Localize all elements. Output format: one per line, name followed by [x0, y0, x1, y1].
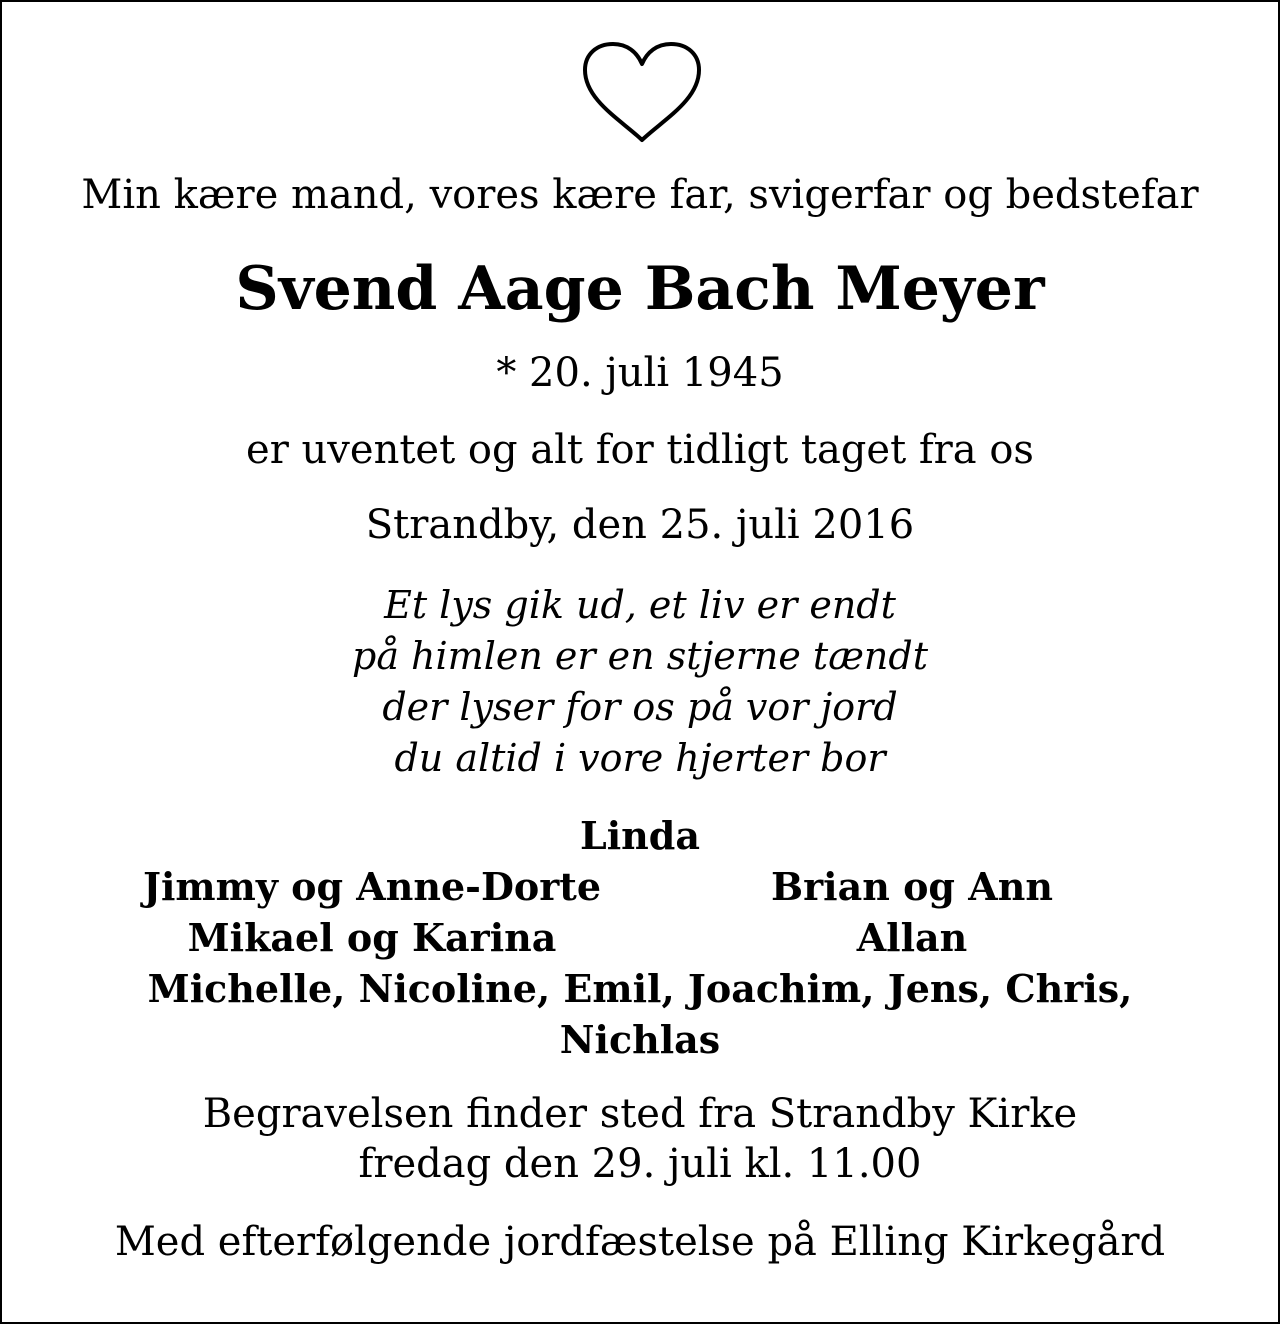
family-row: [2, 861, 1278, 912]
verse-line: der lyser for os på vor jord: [382, 685, 898, 729]
birth-date: * 20. juli 1945: [496, 350, 784, 396]
grandchildren-names: Nichlas: [559, 1017, 721, 1062]
child-family: Brian og Ann: [771, 864, 1053, 909]
memorial-verse: [2, 580, 1278, 784]
funeral-time: fredag den 29. juli kl. 11.00: [358, 1141, 922, 1187]
child-family: Mikael og Karina: [187, 915, 557, 960]
child-family: Jimmy og Anne-Dorte: [142, 864, 602, 909]
funeral-location: Begravelsen finder sted fra Strandby Kirke: [202, 1091, 1078, 1137]
funeral-info: [2, 1089, 1278, 1189]
deceased-name: Svend Aage Bach Meyer: [235, 254, 1045, 324]
heart-icon: [581, 40, 703, 146]
passing-text: er uventet og alt for tidligt taget fra os: [246, 427, 1034, 473]
family-row: [2, 912, 1278, 963]
verse-line: på himlen er en stjerne tændt: [352, 634, 928, 678]
spouse-name: Linda: [580, 813, 700, 858]
burial-info: Med efterfølgende jordfæstelse på Elling Kirkegård: [114, 1219, 1166, 1265]
family-names: [2, 810, 1278, 1065]
child-family: Allan: [856, 915, 968, 960]
verse-line: du altid i vore hjerter bor: [394, 736, 886, 780]
place-and-date: Strandby, den 25. juli 2016: [365, 502, 915, 548]
intro-text: Min kære mand, vores kære far, svigerfar og bedstefar: [81, 172, 1199, 218]
verse-line: Et lys gik ud, et liv er endt: [384, 583, 896, 627]
grandchildren-names: Michelle, Nicoline, Emil, Joachim, Jens, Chris,: [147, 966, 1133, 1011]
